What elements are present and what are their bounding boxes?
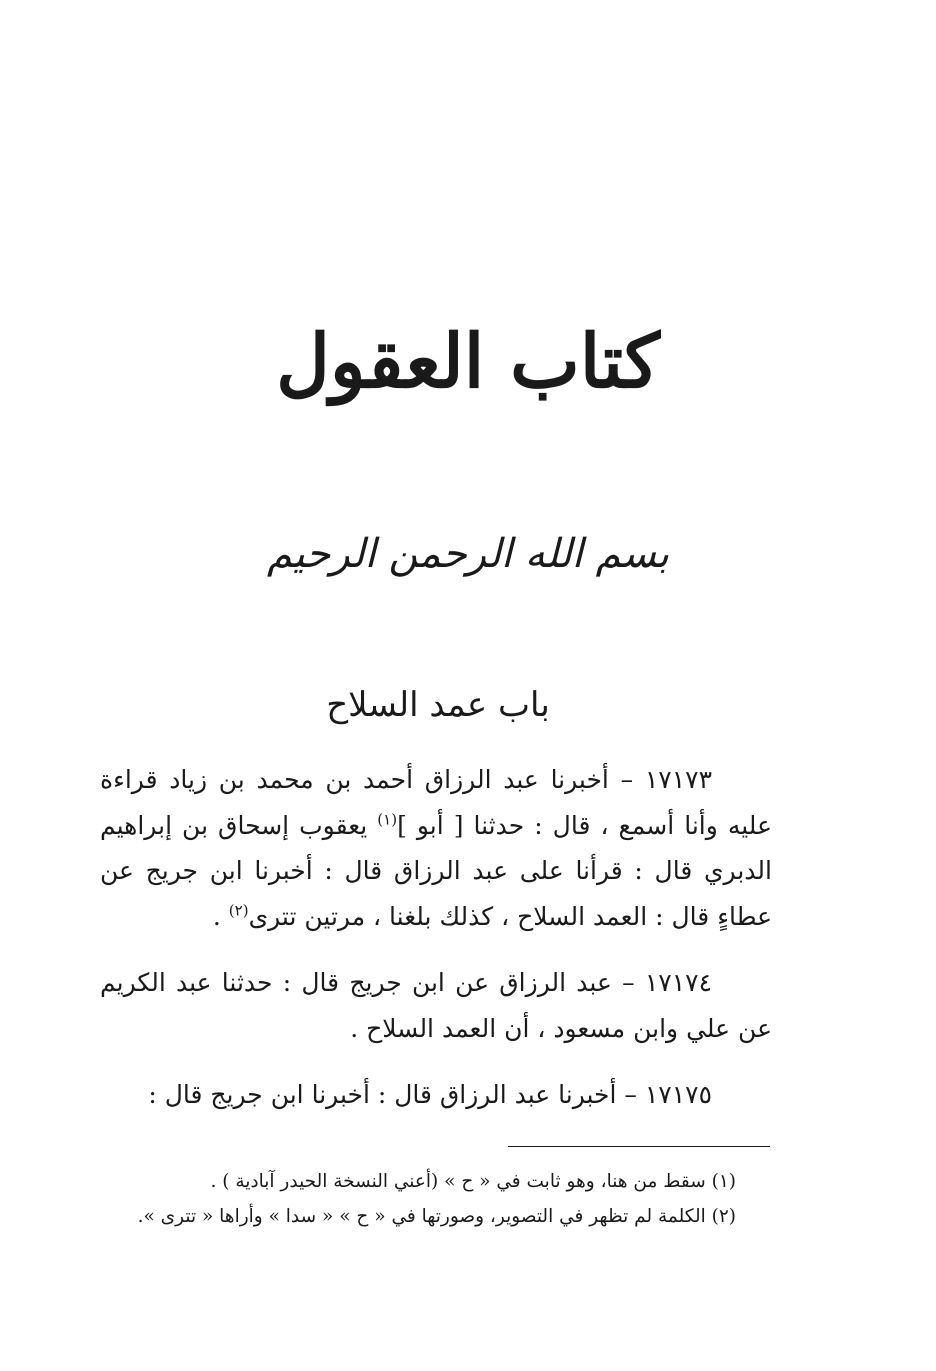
- hadith-text: عبد الرزاق عن ابن جريج قال : حدثنا عبد الكريم عن علي وابن مسعود ، أن العمد السلاح .: [100, 968, 772, 1043]
- hadith-text: يعقوب إسحاق بن إبراهيم الدبري قال : قرأنا على عبد الرزاق قال : أخبرنا ابن جريج عن عطاءٍ قال : العمد السلاح ، كذلك بلغنا ، مرتين تترى: [100, 810, 772, 931]
- hadith-text: .: [212, 901, 229, 931]
- hadith-dash: –: [620, 765, 634, 794]
- footnote-1: [110, 1164, 736, 1199]
- footnote-marker: (١): [711, 1171, 736, 1192]
- hadith-17173: [100, 757, 772, 939]
- footnotes: [110, 1164, 736, 1234]
- footnote-ref-2: (٢): [228, 901, 249, 920]
- hadith-text: أخبرنا عبد الرزاق أحمد بن محمد بن زياد قراءة عليه وأنا أسمع ، قال : حدثنا [ أبو ]: [100, 765, 772, 840]
- hadith-text: أخبرنا عبد الرزاق قال : أخبرنا ابن جريج قال :: [148, 1080, 617, 1109]
- hadith-dash: –: [622, 968, 635, 997]
- hadith-number: ١٧١٧٣: [644, 765, 712, 794]
- footnote-marker: (٢): [711, 1206, 736, 1227]
- chapter-heading: باب عمد السلاح: [326, 685, 550, 725]
- main-text: [100, 757, 772, 1118]
- footnote-text: الكلمة لم تظهر في التصوير، وصورتها في « ح » « سدا » وأراها « تترى ».: [137, 1206, 706, 1227]
- book-title: كتاب العقول: [276, 319, 660, 405]
- basmala: بسم الله الرحمن الرحيم: [266, 531, 670, 577]
- hadith-dash: –: [624, 1080, 637, 1109]
- footnote-separator: [508, 1146, 770, 1147]
- footnote-2: [110, 1199, 736, 1234]
- hadith-17174: [100, 960, 772, 1051]
- hadith-number: ١٧١٧٤: [644, 968, 712, 997]
- hadith-17175: [100, 1072, 772, 1118]
- footnote-text: سقط من هنا، وهو ثابت في « ح » (أعني النسخة الحيدر آبادية ) .: [210, 1171, 706, 1192]
- hadith-number: ١٧١٧٥: [644, 1080, 712, 1109]
- footnote-ref-1: (١): [377, 810, 398, 829]
